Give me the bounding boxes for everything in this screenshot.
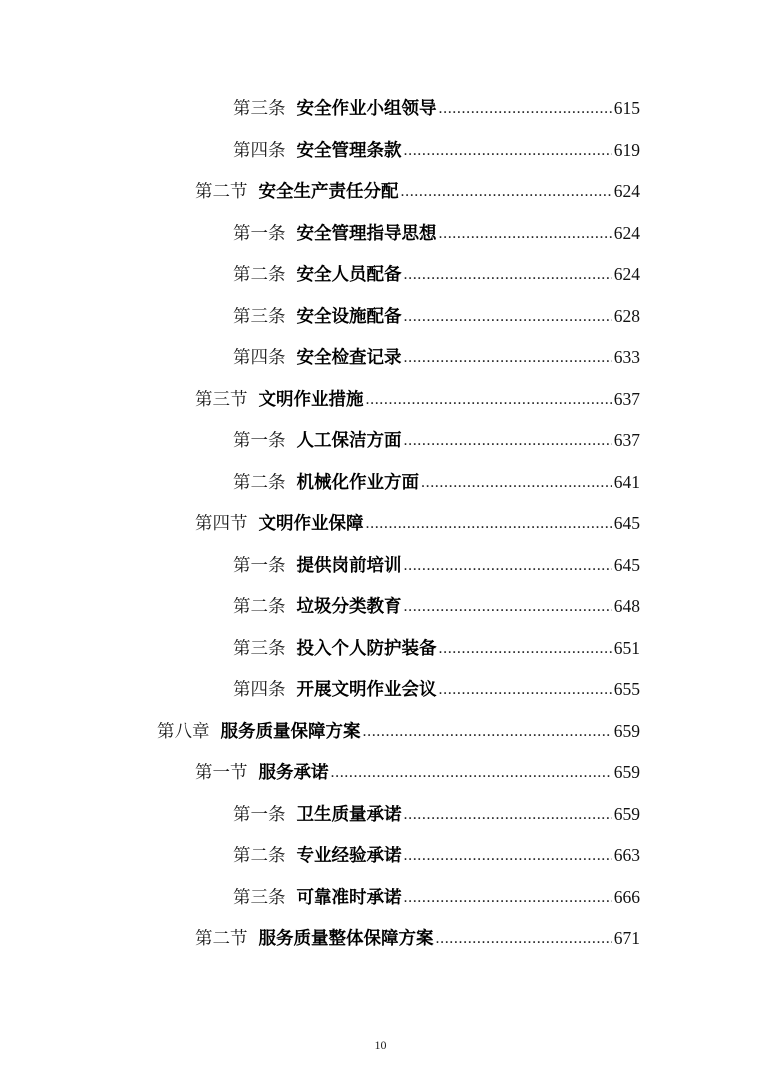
dot-leader: [439, 93, 612, 124]
toc-entry-title: 安全作业小组领导: [296, 99, 437, 119]
toc-entry-label: 第八章: [157, 722, 210, 742]
toc-entry-label: 第四条: [233, 680, 286, 700]
dot-leader: [439, 674, 612, 705]
toc-entry-label: 第一条: [233, 431, 286, 451]
toc-entry-label: 第四条: [233, 141, 286, 161]
toc-entry-page: 659: [613, 721, 640, 741]
toc-entry-title: 开展文明作业会议: [296, 680, 437, 700]
dot-leader: [404, 799, 612, 830]
dot-leader: [404, 840, 612, 871]
toc-entry-title: 安全检查记录: [296, 348, 402, 368]
dot-leader: [439, 218, 612, 249]
toc-entry-page: 648: [613, 596, 640, 616]
toc-entry-label: 第二条: [233, 846, 286, 866]
dot-leader: [331, 757, 612, 788]
toc-entry-title: 服务承诺: [258, 763, 329, 783]
dot-leader: [404, 259, 612, 290]
toc-entry[interactable]: [233, 301, 640, 331]
dot-leader: [439, 633, 612, 664]
toc-entry[interactable]: [233, 799, 640, 829]
toc-entry-title: 投入个人防护装备: [296, 639, 437, 659]
dot-leader: [404, 425, 612, 456]
toc-entry-page: 659: [613, 804, 640, 824]
toc-entry-title: 安全管理指导思想: [296, 224, 437, 244]
toc-entry[interactable]: [233, 342, 640, 372]
toc-entry-title: 机械化作业方面: [296, 473, 419, 493]
toc-entry-label: 第三条: [233, 639, 286, 659]
toc-entry-title: 安全生产责任分配: [258, 182, 399, 202]
dot-leader: [404, 301, 612, 332]
toc-entry-label: 第四节: [195, 514, 248, 534]
dot-leader: [404, 591, 612, 622]
toc-entry-label: 第三条: [233, 99, 286, 119]
toc-entry-page: 628: [613, 306, 640, 326]
toc-entry-title: 文明作业措施: [258, 390, 364, 410]
toc-entry-title: 安全管理条款: [296, 141, 402, 161]
toc-entry[interactable]: [233, 259, 640, 289]
toc-entry[interactable]: [195, 923, 640, 953]
toc-entry[interactable]: [233, 218, 640, 248]
toc-entry[interactable]: [233, 840, 640, 870]
toc-entry[interactable]: [233, 135, 640, 165]
toc-entry-title: 专业经验承诺: [296, 846, 402, 866]
toc-entry-page: 645: [613, 513, 640, 533]
toc-entry-label: 第一条: [233, 805, 286, 825]
toc-entry[interactable]: [195, 176, 640, 206]
dot-leader: [401, 176, 612, 207]
toc-entry-page: 624: [613, 181, 640, 201]
toc-entry-page: 619: [613, 140, 640, 160]
toc-entry-page: 651: [613, 638, 640, 658]
toc-entry-page: 645: [613, 555, 640, 575]
toc-entry-title: 服务质量保障方案: [220, 722, 361, 742]
toc-entry-title: 安全设施配备: [296, 307, 402, 327]
toc-entry[interactable]: [233, 633, 640, 663]
toc-entry-page: 655: [613, 679, 640, 699]
toc-entry-page: 637: [613, 430, 640, 450]
dot-leader: [404, 882, 612, 913]
toc-entry-label: 第三节: [195, 390, 248, 410]
toc-entry-page: 641: [613, 472, 640, 492]
toc-entry-page: 663: [613, 845, 640, 865]
toc-entry[interactable]: [233, 674, 640, 704]
toc-entry-title: 服务质量整体保障方案: [258, 929, 434, 949]
toc-entry-page: 637: [613, 389, 640, 409]
toc-entry[interactable]: [195, 384, 640, 414]
toc-entry-label: 第三条: [233, 307, 286, 327]
toc-entry[interactable]: [233, 591, 640, 621]
dot-leader: [366, 508, 612, 539]
dot-leader: [363, 716, 612, 747]
toc-entry-title: 安全人员配备: [296, 265, 402, 285]
toc-entry-label: 第二节: [195, 929, 248, 949]
toc-entry-title: 可靠准时承诺: [296, 888, 402, 908]
toc-entry[interactable]: [195, 508, 640, 538]
toc-entry-label: 第二条: [233, 597, 286, 617]
toc-entry-title: 人工保洁方面: [296, 431, 402, 451]
toc-entry[interactable]: [195, 757, 640, 787]
toc-entry-label: 第一节: [195, 763, 248, 783]
toc-entry-label: 第二条: [233, 265, 286, 285]
toc-entry[interactable]: [233, 882, 640, 912]
toc-entry[interactable]: [233, 467, 640, 497]
dot-leader: [404, 135, 612, 166]
toc-entry-label: 第三条: [233, 888, 286, 908]
toc-entry-page: 659: [613, 762, 640, 782]
toc-entry-page: 633: [613, 347, 640, 367]
toc-entry-page: 671: [613, 928, 640, 948]
toc-entry[interactable]: [233, 425, 640, 455]
dot-leader: [421, 467, 612, 498]
page-number: 10: [374, 1038, 387, 1052]
dot-leader: [404, 342, 612, 373]
dot-leader: [366, 384, 612, 415]
toc-entry-page: 615: [613, 98, 640, 118]
dot-leader: [404, 550, 612, 581]
dot-leader: [436, 923, 612, 954]
toc-entry-label: 第四条: [233, 348, 286, 368]
toc-entry-label: 第二条: [233, 473, 286, 493]
toc-entry[interactable]: [157, 716, 640, 746]
toc-entry[interactable]: [233, 550, 640, 580]
toc-entry-title: 垃圾分类教育: [296, 597, 402, 617]
toc-entry-title: 卫生质量承诺: [296, 805, 402, 825]
toc-entry-label: 第二节: [195, 182, 248, 202]
toc-entry-label: 第一条: [233, 556, 286, 576]
toc-entry[interactable]: [233, 93, 640, 123]
toc-entry-page: 624: [613, 223, 640, 243]
toc-entry-page: 624: [613, 264, 640, 284]
toc-entry-label: 第一条: [233, 224, 286, 244]
toc-entry-page: 666: [613, 887, 640, 907]
toc-entry-title: 提供岗前培训: [296, 556, 402, 576]
toc-entry-title: 文明作业保障: [258, 514, 364, 534]
